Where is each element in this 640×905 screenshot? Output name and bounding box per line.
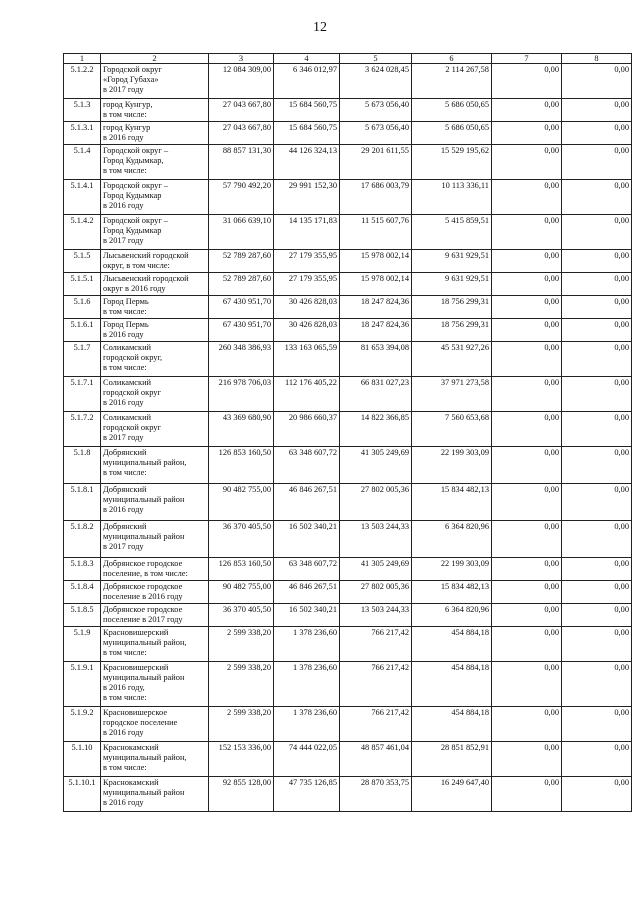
row-name: Лысьвенский городской округ в 2016 году	[101, 273, 209, 296]
row-value-c3: 2 599 338,20	[209, 707, 274, 742]
row-value-c5: 15 978 002,14	[340, 250, 412, 273]
row-value-c8: 0,00	[562, 707, 632, 742]
row-value-c8: 0,00	[562, 558, 632, 581]
row-name: Городской округ – Город Кудымкар в 2017 году	[101, 215, 209, 250]
row-value-c6: 7 560 653,68	[412, 412, 492, 447]
row-code: 5.1.8.3	[64, 558, 101, 581]
row-code: 5.1.8	[64, 447, 101, 484]
table-row	[64, 250, 632, 273]
row-value-c8: 0,00	[562, 521, 632, 558]
row-value-c3: 126 853 160,50	[209, 447, 274, 484]
row-value-c5: 11 515 607,76	[340, 215, 412, 250]
row-value-c3: 126 853 160,50	[209, 558, 274, 581]
row-value-c7: 0,00	[492, 581, 562, 604]
table-row	[64, 215, 632, 250]
row-value-c5: 766 217,42	[340, 627, 412, 662]
row-name: Добрянское городское поселение в 2016 году	[101, 581, 209, 604]
row-code: 5.1.8.1	[64, 484, 101, 521]
table-row	[64, 296, 632, 319]
row-value-c8: 0,00	[562, 447, 632, 484]
table-row	[64, 627, 632, 662]
row-value-c4: 14 135 171,83	[274, 215, 340, 250]
row-code: 5.1.6.1	[64, 319, 101, 342]
row-name: Городской округ – Город Кудымкар в 2016 году	[101, 180, 209, 215]
column-header: 3	[209, 54, 274, 64]
row-value-c5: 15 978 002,14	[340, 273, 412, 296]
row-value-c5: 5 673 056,40	[340, 99, 412, 122]
page-number: 12	[313, 20, 327, 35]
row-value-c8: 0,00	[562, 581, 632, 604]
table-row	[64, 447, 632, 484]
row-value-c6: 6 364 820,96	[412, 604, 492, 627]
row-value-c7: 0,00	[492, 447, 562, 484]
row-value-c8: 0,00	[562, 342, 632, 377]
row-name: Городской округ «Город Губаха» в 2017 году	[101, 64, 209, 99]
row-value-c5: 18 247 824,36	[340, 296, 412, 319]
row-code: 5.1.10.1	[64, 777, 101, 812]
row-value-c3: 52 789 287,60	[209, 250, 274, 273]
row-code: 5.1.2.2	[64, 64, 101, 99]
row-value-c6: 22 199 303,09	[412, 558, 492, 581]
row-code: 5.1.4.2	[64, 215, 101, 250]
row-value-c6: 454 884,18	[412, 662, 492, 707]
row-value-c4: 30 426 828,03	[274, 296, 340, 319]
table-row	[64, 64, 632, 99]
row-value-c6: 454 884,18	[412, 707, 492, 742]
row-value-c8: 0,00	[562, 122, 632, 145]
row-name: Добрянское городское поселение в 2017 году	[101, 604, 209, 627]
row-value-c7: 0,00	[492, 122, 562, 145]
row-value-c4: 27 179 355,95	[274, 273, 340, 296]
row-value-c7: 0,00	[492, 558, 562, 581]
row-code: 5.1.3	[64, 99, 101, 122]
row-value-c8: 0,00	[562, 215, 632, 250]
row-value-c6: 18 756 299,31	[412, 319, 492, 342]
row-value-c4: 63 348 607,72	[274, 558, 340, 581]
row-value-c5: 13 503 244,33	[340, 521, 412, 558]
row-value-c4: 1 378 236,60	[274, 662, 340, 707]
row-value-c7: 0,00	[492, 707, 562, 742]
row-value-c7: 0,00	[492, 342, 562, 377]
row-value-c3: 260 348 386,93	[209, 342, 274, 377]
row-value-c5: 5 673 056,40	[340, 122, 412, 145]
table-row	[64, 521, 632, 558]
row-value-c6: 9 631 929,51	[412, 273, 492, 296]
row-value-c6: 10 113 336,11	[412, 180, 492, 215]
column-header: 5	[340, 54, 412, 64]
row-value-c7: 0,00	[492, 180, 562, 215]
table-row	[64, 342, 632, 377]
row-name: Добрянский муниципальный район в 2016 году	[101, 484, 209, 521]
table-row	[64, 777, 632, 812]
row-value-c7: 0,00	[492, 64, 562, 99]
row-value-c6: 5 686 050,65	[412, 99, 492, 122]
row-value-c5: 27 802 005,36	[340, 581, 412, 604]
row-value-c8: 0,00	[562, 412, 632, 447]
row-value-c8: 0,00	[562, 377, 632, 412]
row-code: 5.1.8.4	[64, 581, 101, 604]
row-value-c4: 15 684 560,75	[274, 122, 340, 145]
row-value-c4: 1 378 236,60	[274, 707, 340, 742]
row-value-c7: 0,00	[492, 273, 562, 296]
row-code: 5.1.3.1	[64, 122, 101, 145]
row-value-c4: 112 176 405,22	[274, 377, 340, 412]
row-value-c7: 0,00	[492, 296, 562, 319]
row-code: 5.1.5	[64, 250, 101, 273]
row-value-c3: 36 370 405,50	[209, 521, 274, 558]
row-name: Красновишерский муниципальный район, в том числе:	[101, 627, 209, 662]
row-value-c8: 0,00	[562, 273, 632, 296]
row-value-c5: 41 305 249,69	[340, 447, 412, 484]
row-value-c4: 63 348 607,72	[274, 447, 340, 484]
row-value-c6: 5 415 859,51	[412, 215, 492, 250]
table-row	[64, 581, 632, 604]
row-value-c6: 28 851 852,91	[412, 742, 492, 777]
table-row	[64, 412, 632, 447]
row-value-c7: 0,00	[492, 319, 562, 342]
row-value-c7: 0,00	[492, 377, 562, 412]
row-value-c5: 48 857 461,04	[340, 742, 412, 777]
row-value-c7: 0,00	[492, 145, 562, 180]
table-row	[64, 145, 632, 180]
row-code: 5.1.8.5	[64, 604, 101, 627]
row-name: Город Пермь в 2016 году	[101, 319, 209, 342]
row-code: 5.1.7.1	[64, 377, 101, 412]
row-value-c5: 766 217,42	[340, 662, 412, 707]
row-value-c8: 0,00	[562, 662, 632, 707]
row-value-c4: 133 163 065,59	[274, 342, 340, 377]
row-code: 5.1.7	[64, 342, 101, 377]
row-value-c3: 12 084 309,00	[209, 64, 274, 99]
row-value-c7: 0,00	[492, 742, 562, 777]
table-header-row	[64, 54, 632, 64]
row-name: Городской округ – Город Кудымкар, в том числе:	[101, 145, 209, 180]
row-value-c6: 2 114 267,58	[412, 64, 492, 99]
row-value-c5: 3 624 028,45	[340, 64, 412, 99]
row-value-c4: 16 502 340,21	[274, 604, 340, 627]
row-value-c3: 31 066 639,10	[209, 215, 274, 250]
table-row	[64, 180, 632, 215]
row-value-c4: 47 735 126,85	[274, 777, 340, 812]
row-value-c6: 9 631 929,51	[412, 250, 492, 273]
row-code: 5.1.9.2	[64, 707, 101, 742]
row-value-c8: 0,00	[562, 180, 632, 215]
row-value-c3: 67 430 951,70	[209, 296, 274, 319]
row-value-c5: 766 217,42	[340, 707, 412, 742]
row-value-c8: 0,00	[562, 145, 632, 180]
row-value-c8: 0,00	[562, 742, 632, 777]
row-value-c3: 90 482 755,00	[209, 581, 274, 604]
row-value-c3: 152 153 336,00	[209, 742, 274, 777]
row-name: Соликамский городской округ в 2017 году	[101, 412, 209, 447]
column-header: 4	[274, 54, 340, 64]
row-value-c5: 66 831 027,23	[340, 377, 412, 412]
table-row	[64, 662, 632, 707]
row-code: 5.1.7.2	[64, 412, 101, 447]
row-value-c7: 0,00	[492, 627, 562, 662]
row-name: Красновишерский муниципальный район в 2016 году, в том числе:	[101, 662, 209, 707]
table-row	[64, 122, 632, 145]
table-row	[64, 319, 632, 342]
row-value-c6: 15 834 482,13	[412, 581, 492, 604]
table-row	[64, 742, 632, 777]
row-name: Лысьвенский городской округ, в том числе:	[101, 250, 209, 273]
row-value-c7: 0,00	[492, 777, 562, 812]
row-value-c3: 27 043 667,80	[209, 99, 274, 122]
row-value-c3: 90 482 755,00	[209, 484, 274, 521]
row-value-c7: 0,00	[492, 99, 562, 122]
row-code: 5.1.4.1	[64, 180, 101, 215]
row-value-c4: 6 346 012,97	[274, 64, 340, 99]
column-header: 6	[412, 54, 492, 64]
row-value-c4: 20 986 660,37	[274, 412, 340, 447]
row-value-c3: 92 855 128,00	[209, 777, 274, 812]
row-name: Краснокамский муниципальный район, в том числе:	[101, 742, 209, 777]
row-name: Красновишерское городское поселение в 2016 году	[101, 707, 209, 742]
column-header: 1	[64, 54, 101, 64]
row-value-c6: 15 529 195,62	[412, 145, 492, 180]
row-value-c3: 57 790 492,20	[209, 180, 274, 215]
row-value-c6: 18 756 299,31	[412, 296, 492, 319]
table-row	[64, 377, 632, 412]
row-value-c7: 0,00	[492, 412, 562, 447]
row-name: Краснокамский муниципальный район в 2016 году	[101, 777, 209, 812]
row-value-c3: 52 789 287,60	[209, 273, 274, 296]
row-value-c6: 5 686 050,65	[412, 122, 492, 145]
row-value-c8: 0,00	[562, 64, 632, 99]
row-value-c7: 0,00	[492, 484, 562, 521]
row-value-c5: 81 653 394,08	[340, 342, 412, 377]
row-value-c6: 22 199 303,09	[412, 447, 492, 484]
row-value-c3: 216 978 706,03	[209, 377, 274, 412]
row-value-c8: 0,00	[562, 777, 632, 812]
row-value-c4: 74 444 022,05	[274, 742, 340, 777]
row-value-c7: 0,00	[492, 250, 562, 273]
table-row	[64, 558, 632, 581]
row-code: 5.1.5.1	[64, 273, 101, 296]
column-header: 2	[101, 54, 209, 64]
row-value-c6: 15 834 482,13	[412, 484, 492, 521]
row-value-c4: 29 991 152,30	[274, 180, 340, 215]
row-value-c4: 16 502 340,21	[274, 521, 340, 558]
row-code: 5.1.9.1	[64, 662, 101, 707]
row-value-c6: 45 531 927,26	[412, 342, 492, 377]
row-code: 5.1.8.2	[64, 521, 101, 558]
row-value-c5: 29 201 611,55	[340, 145, 412, 180]
row-value-c3: 27 043 667,80	[209, 122, 274, 145]
row-value-c8: 0,00	[562, 604, 632, 627]
row-value-c8: 0,00	[562, 99, 632, 122]
row-code: 5.1.6	[64, 296, 101, 319]
row-name: Добрянское городское поселение, в том числе:	[101, 558, 209, 581]
row-value-c3: 36 370 405,50	[209, 604, 274, 627]
row-value-c4: 1 378 236,60	[274, 627, 340, 662]
row-value-c4: 27 179 355,95	[274, 250, 340, 273]
row-code: 5.1.4	[64, 145, 101, 180]
row-value-c4: 46 846 267,51	[274, 581, 340, 604]
row-name: Город Пермь в том числе:	[101, 296, 209, 319]
row-value-c5: 28 870 353,75	[340, 777, 412, 812]
row-name: Соликамский городской округ, в том числе:	[101, 342, 209, 377]
column-header: 7	[492, 54, 562, 64]
row-value-c8: 0,00	[562, 296, 632, 319]
table-row	[64, 484, 632, 521]
row-name: Добрянский муниципальный район, в том числе:	[101, 447, 209, 484]
row-value-c4: 44 126 324,13	[274, 145, 340, 180]
row-value-c5: 41 305 249,69	[340, 558, 412, 581]
row-value-c6: 37 971 273,58	[412, 377, 492, 412]
row-value-c3: 2 599 338,20	[209, 662, 274, 707]
row-value-c6: 454 884,18	[412, 627, 492, 662]
row-value-c8: 0,00	[562, 250, 632, 273]
row-value-c8: 0,00	[562, 627, 632, 662]
row-value-c7: 0,00	[492, 521, 562, 558]
row-value-c4: 30 426 828,03	[274, 319, 340, 342]
column-header: 8	[562, 54, 632, 64]
row-value-c4: 15 684 560,75	[274, 99, 340, 122]
table-row	[64, 604, 632, 627]
budget-table	[63, 53, 632, 812]
row-value-c6: 6 364 820,96	[412, 521, 492, 558]
row-value-c7: 0,00	[492, 604, 562, 627]
row-name: Добрянский муниципальный район в 2017 году	[101, 521, 209, 558]
row-value-c5: 17 686 003,79	[340, 180, 412, 215]
row-value-c8: 0,00	[562, 319, 632, 342]
table-row	[64, 273, 632, 296]
row-value-c7: 0,00	[492, 662, 562, 707]
row-value-c3: 88 857 131,30	[209, 145, 274, 180]
row-value-c5: 13 503 244,33	[340, 604, 412, 627]
row-value-c3: 2 599 338,20	[209, 627, 274, 662]
row-value-c4: 46 846 267,51	[274, 484, 340, 521]
row-value-c6: 16 249 647,40	[412, 777, 492, 812]
row-value-c7: 0,00	[492, 215, 562, 250]
row-code: 5.1.10	[64, 742, 101, 777]
row-value-c5: 27 802 005,36	[340, 484, 412, 521]
table-row	[64, 99, 632, 122]
row-value-c5: 18 247 824,36	[340, 319, 412, 342]
row-name: город Кунгур в 2016 году	[101, 122, 209, 145]
row-name: город Кунгур, в том числе:	[101, 99, 209, 122]
table-row	[64, 707, 632, 742]
row-value-c3: 67 430 951,70	[209, 319, 274, 342]
row-code: 5.1.9	[64, 627, 101, 662]
row-value-c5: 14 822 366,85	[340, 412, 412, 447]
row-name: Соликамский городской округ в 2016 году	[101, 377, 209, 412]
row-value-c3: 43 369 680,90	[209, 412, 274, 447]
row-value-c8: 0,00	[562, 484, 632, 521]
